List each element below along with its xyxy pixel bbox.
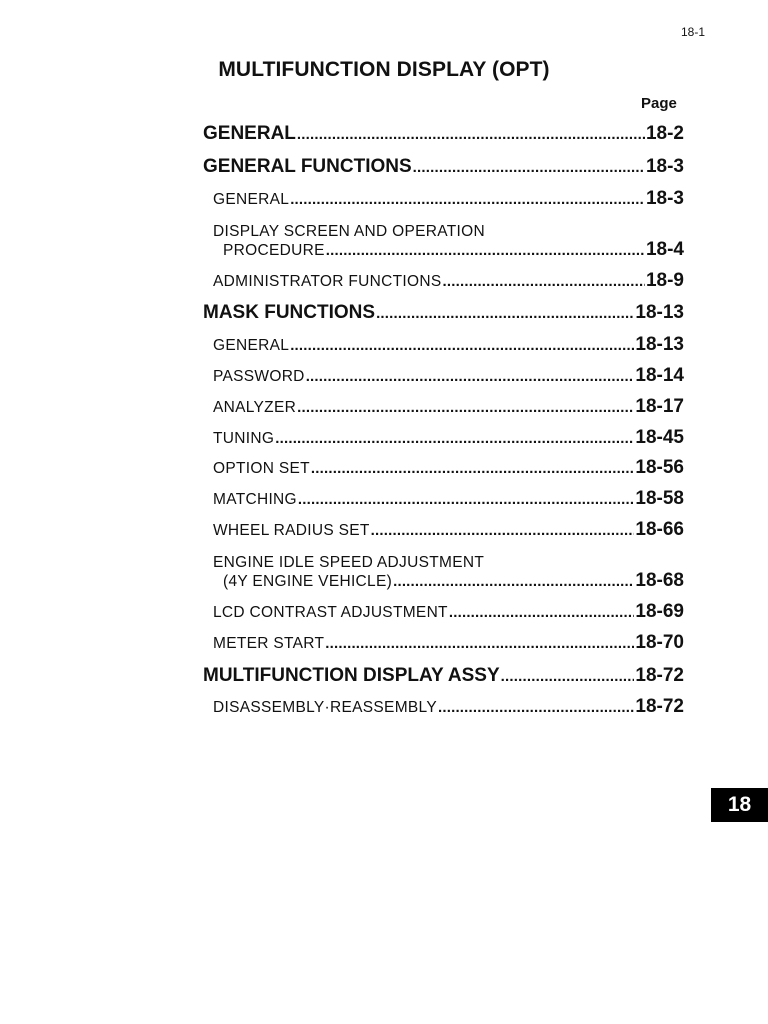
toc-entry-general[interactable] <box>203 123 684 145</box>
dot-leader <box>413 159 645 176</box>
dot-leader <box>393 573 634 590</box>
toc-entry-wheel-radius-set[interactable] <box>213 519 684 541</box>
toc-page: 18-70 <box>635 632 684 653</box>
toc-entry-analyzer[interactable] <box>213 396 684 418</box>
document-title: MULTIFUNCTION DISPLAY (OPT) <box>218 58 550 81</box>
toc-entry-disassembly-reassembly[interactable] <box>213 696 684 718</box>
toc-page: 18-66 <box>635 519 684 540</box>
toc-label: MATCHING <box>213 491 297 508</box>
toc-page: 18-14 <box>635 365 684 386</box>
toc-page: 18-3 <box>645 156 684 177</box>
toc-label: DISASSEMBLY·REASSEMBLY <box>213 699 437 716</box>
toc-entry-password[interactable] <box>213 365 684 387</box>
page-number: 18-1 <box>681 25 706 39</box>
dot-leader <box>297 399 634 416</box>
dot-leader <box>290 191 645 208</box>
toc-entry-mf-general[interactable] <box>213 334 684 356</box>
dot-leader <box>306 368 635 385</box>
toc-entry-mask-functions[interactable] <box>203 302 684 324</box>
toc-page: 18-2 <box>645 123 684 144</box>
toc-label: PROCEDURE <box>223 242 325 259</box>
dot-leader <box>297 126 645 143</box>
toc-entry-administrator-functions[interactable] <box>213 270 684 292</box>
toc-label: MULTIFUNCTION DISPLAY ASSY <box>203 665 500 686</box>
toc-entry-option-set[interactable] <box>213 457 684 479</box>
toc-label: WHEEL RADIUS SET <box>213 522 370 539</box>
toc-label: MASK FUNCTIONS <box>203 302 376 323</box>
dot-leader <box>501 668 635 685</box>
toc-entry-matching[interactable] <box>213 488 684 510</box>
toc-label: GENERAL FUNCTIONS <box>203 156 412 177</box>
dot-leader <box>449 604 635 621</box>
dot-leader <box>443 273 645 290</box>
toc-label: METER START <box>213 635 325 652</box>
toc-entry-engine-idle[interactable] <box>223 570 684 592</box>
dot-leader <box>438 699 634 716</box>
dot-leader <box>275 430 634 447</box>
toc-label: TUNING <box>213 430 275 447</box>
toc-label: LCD CONTRAST ADJUSTMENT <box>213 604 448 621</box>
dot-leader <box>311 460 635 477</box>
toc-label: ADMINISTRATOR FUNCTIONS <box>213 273 442 290</box>
toc-page: 18-45 <box>635 427 684 448</box>
chapter-tab: 18 <box>711 788 768 822</box>
dot-leader <box>290 337 634 354</box>
toc-label: GENERAL <box>213 337 290 354</box>
toc-page: 18-72 <box>635 665 684 686</box>
dot-leader <box>325 635 634 652</box>
toc-label: OPTION SET <box>213 460 310 477</box>
toc-label: (4Y ENGINE VEHICLE) <box>223 573 393 590</box>
toc-page: 18-9 <box>645 270 684 291</box>
toc-label: ANALYZER <box>213 399 297 416</box>
toc-page: 18-56 <box>635 457 684 478</box>
toc-entry-engine-idle-line1[interactable]: ENGINE IDLE SPEED ADJUSTMENT <box>213 554 485 571</box>
dot-leader <box>298 491 634 508</box>
dot-leader <box>371 522 635 539</box>
toc-page: 18-69 <box>635 601 684 622</box>
dot-leader <box>376 305 634 322</box>
toc-entry-display-screen[interactable] <box>223 239 684 261</box>
toc-page: 18-13 <box>635 334 684 355</box>
toc-entry-general-functions[interactable] <box>203 156 684 178</box>
toc-page: 18-13 <box>635 302 684 323</box>
toc-entry-display-screen-line1[interactable]: DISPLAY SCREEN AND OPERATION <box>213 223 485 240</box>
toc-page: 18-17 <box>635 396 684 417</box>
toc-page: 18-68 <box>635 570 684 591</box>
toc-entry-gf-general[interactable] <box>213 188 684 210</box>
toc-label: GENERAL <box>203 123 296 144</box>
dot-leader <box>326 242 645 259</box>
toc-page: 18-3 <box>645 188 684 209</box>
toc-page: 18-4 <box>645 239 684 260</box>
toc-entry-lcd-contrast[interactable] <box>213 601 684 623</box>
toc-page: 18-58 <box>635 488 684 509</box>
toc-entry-meter-start[interactable] <box>213 632 684 654</box>
toc-page: 18-72 <box>635 696 684 717</box>
toc-label: GENERAL <box>213 191 290 208</box>
toc-entry-multifunction-display-assy[interactable] <box>203 665 684 687</box>
page-column-heading: Page <box>641 95 677 112</box>
toc-label: PASSWORD <box>213 368 305 385</box>
toc-entry-tuning[interactable] <box>213 427 684 449</box>
